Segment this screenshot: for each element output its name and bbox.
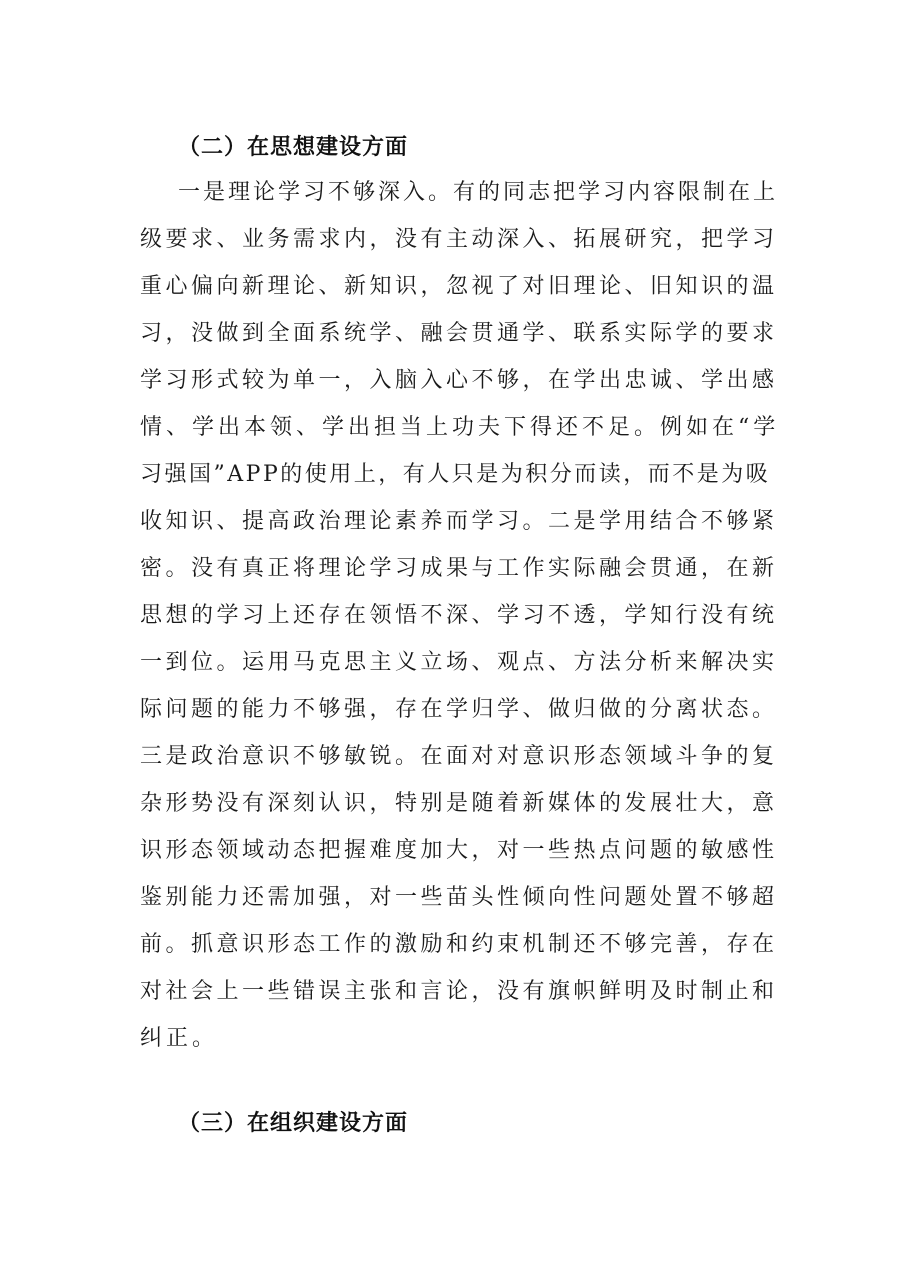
section-heading-organizational: （三）在组织建设方面	[178, 1111, 409, 1136]
text-line: 纠正。	[140, 1026, 219, 1051]
text-line: 重心偏向新理论、新知识，忽视了对旧理论、旧知识的温	[140, 274, 778, 299]
text-line: 前。抓意识形态工作的激励和约束机制还不够完善，存在	[140, 932, 778, 957]
text-line: 级要求、业务需求内，没有主动深入、拓展研究，把学习	[140, 227, 778, 252]
text-line: 对社会上一些错误主张和言论，没有旗帜鲜明及时制止和	[140, 979, 778, 1004]
text-line: 密。没有真正将理论学习成果与工作实际融会贯通，在新	[140, 556, 778, 581]
text-line: 一到位。运用马克思主义立场、观点、方法分析来解决实	[140, 650, 778, 675]
text-line: 思想的学习上还存在领悟不深、学习不透，学知行没有统	[140, 603, 778, 628]
text-line: 习强国”APP的使用上，有人只是为积分而读，而不是为吸	[140, 462, 771, 487]
text-line: 识形态领域动态把握难度加大，对一些热点问题的敏感性	[140, 838, 778, 863]
text-line: 际问题的能力不够强，存在学归学、做归做的分离状态。	[140, 697, 778, 722]
text-line: 收知识、提高政治理论素养而学习。二是学用结合不够紧	[140, 509, 778, 534]
text-line: 一是理论学习不够深入。有的同志把学习内容限制在上	[178, 180, 779, 205]
text-line: 学习形式较为单一，入脑入心不够，在学出忠诚、学出感	[140, 368, 778, 393]
section-body-ideological	[140, 162, 780, 1082]
text-line: 杂形势没有深刻认识，特别是随着新媒体的发展壮大，意	[140, 791, 778, 816]
text-line: 习，没做到全面系统学、融会贯通学、联系实际学的要求	[140, 321, 778, 346]
text-line: 鉴别能力还需加强，对一些苗头性倾向性问题处置不够超	[140, 885, 778, 910]
text-line: 情、学出本领、学出担当上功夫下得还不足。例如在“学	[140, 415, 780, 440]
text-line: 三是政治意识不够敏锐。在面对对意识形态领域斗争的复	[140, 744, 778, 769]
section-heading-ideological: （二）在思想建设方面	[178, 135, 409, 160]
